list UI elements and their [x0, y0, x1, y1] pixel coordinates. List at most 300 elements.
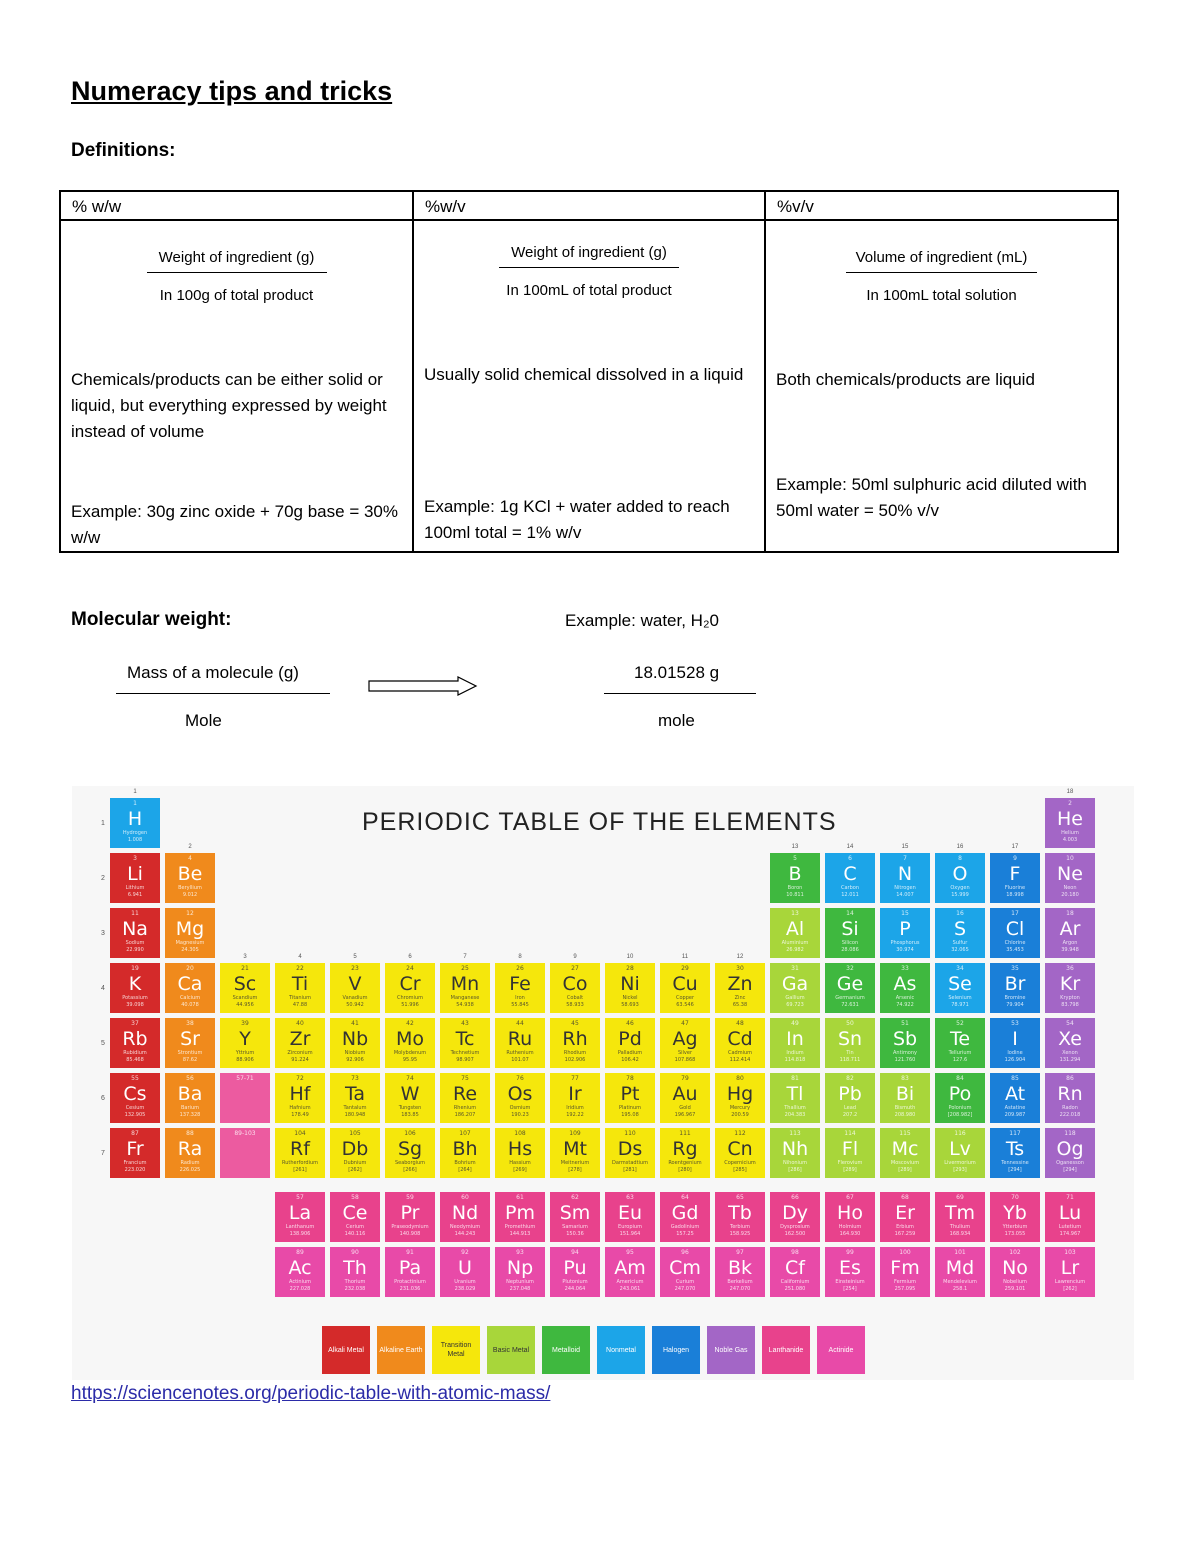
- element-tile-kr: [1045, 963, 1095, 1013]
- element-name: Actinium: [288, 1279, 312, 1285]
- atomic-mass: 168.934: [949, 1231, 971, 1237]
- element-symbol: Os: [507, 1083, 533, 1105]
- element-tile-xe: [1045, 1018, 1095, 1068]
- element-name: Thallium: [784, 1105, 806, 1111]
- legend-basic: Basic Metal: [487, 1326, 535, 1374]
- element-name: Americium: [616, 1279, 644, 1285]
- element-tile-o: [935, 853, 985, 903]
- formula-denominator: In 100mL of total product: [506, 282, 672, 299]
- periodic-table-image: [72, 786, 1134, 1380]
- atomic-number: 61: [516, 1194, 524, 1201]
- formula-denominator: In 100g of total product: [159, 287, 314, 304]
- atomic-number: 35: [1011, 965, 1019, 972]
- atomic-number: 50: [846, 1020, 854, 1027]
- atomic-mass: 237.048: [509, 1286, 531, 1292]
- element-name: Chromium: [397, 995, 423, 1001]
- element-symbol: Cr: [399, 973, 421, 995]
- element-symbol: Sn: [837, 1028, 863, 1050]
- element-tile-gd: [660, 1192, 710, 1242]
- element-symbol: Md: [945, 1257, 975, 1279]
- element-name: Phosphorus: [890, 940, 920, 946]
- atomic-mass: [286]: [788, 1167, 802, 1173]
- element-symbol: Gd: [671, 1202, 699, 1224]
- element-tile-am: [605, 1247, 655, 1297]
- atomic-mass: 140.908: [399, 1231, 421, 1237]
- element-tile-rh: [550, 1018, 600, 1068]
- element-name: Neodymium: [449, 1224, 481, 1230]
- element-name: Tellurium: [948, 1050, 972, 1056]
- atomic-mass: 30.974: [896, 947, 914, 953]
- element-name: Hafnium: [289, 1105, 311, 1111]
- element-tile-n: [880, 853, 930, 903]
- element-name: Neptunium: [506, 1279, 534, 1285]
- element-tile-at: [990, 1073, 1040, 1123]
- element-name: Silver: [677, 1050, 693, 1056]
- element-name: Praseodymium: [391, 1224, 429, 1230]
- legend-actinide: Actinide: [817, 1326, 865, 1374]
- atomic-mass: [261]: [293, 1167, 307, 1173]
- formula-denominator: In 100mL total solution: [866, 287, 1017, 304]
- atomic-mass: 87.62: [182, 1057, 198, 1063]
- element-symbol: Rf: [290, 1138, 310, 1160]
- element-name: Plutonium: [562, 1279, 588, 1285]
- element-name: Moscovium: [890, 1160, 920, 1166]
- element-symbol: Al: [785, 918, 805, 940]
- atomic-number: 44: [516, 1020, 524, 1027]
- atomic-mass: 244.064: [564, 1286, 586, 1292]
- element-name: Samarium: [562, 1224, 588, 1230]
- element-name: Curium: [675, 1279, 695, 1285]
- atomic-number: 79: [681, 1075, 689, 1082]
- element-tile-cn: [715, 1128, 765, 1178]
- element-name: Iron: [515, 995, 525, 1001]
- atomic-mass: 200.59: [731, 1112, 749, 1118]
- element-symbol: Lv: [949, 1138, 971, 1160]
- element-symbol: Pd: [618, 1028, 642, 1050]
- group-number: 1: [133, 789, 137, 795]
- atomic-number: 18: [1066, 910, 1074, 917]
- element-name: Lanthanum: [285, 1224, 315, 1230]
- atomic-mass: 227.028: [289, 1286, 311, 1292]
- element-symbol: Rh: [562, 1028, 588, 1050]
- element-tile-fm: [880, 1247, 930, 1297]
- atomic-mass: 9.012: [182, 892, 198, 898]
- atomic-mass: 150.36: [566, 1231, 584, 1237]
- element-tile-cm: [660, 1247, 710, 1297]
- element-symbol: Pm: [505, 1202, 535, 1224]
- element-name: Osmium: [509, 1105, 531, 1111]
- atomic-mass: 196.967: [674, 1112, 696, 1118]
- atomic-mass: 91.224: [291, 1057, 309, 1063]
- element-symbol: Cd: [727, 1028, 753, 1050]
- molecular-weight-heading: Molecular weight:: [71, 609, 232, 630]
- element-symbol: Er: [895, 1202, 915, 1224]
- element-symbol: Eu: [617, 1202, 643, 1224]
- atomic-mass: 51.996: [401, 1002, 419, 1008]
- element-name: Xenon: [1062, 1050, 1078, 1056]
- atomic-number: 49: [791, 1020, 799, 1027]
- element-tile-se: [935, 963, 985, 1013]
- atomic-number: 70: [1011, 1194, 1019, 1201]
- atomic-mass: 58.693: [621, 1002, 639, 1008]
- group-number: 16: [956, 844, 964, 850]
- element-symbol: Db: [341, 1138, 369, 1160]
- atomic-number: 88: [186, 1130, 194, 1137]
- element-tile-cf: [770, 1247, 820, 1297]
- element-name: Tungsten: [398, 1105, 422, 1111]
- element-name: Gallium: [785, 995, 805, 1001]
- element-name: Palladium: [617, 1050, 643, 1056]
- element-name: Protactinium: [394, 1279, 426, 1285]
- element-tile-pa: [385, 1247, 435, 1297]
- atomic-number: 106: [404, 1130, 416, 1137]
- element-symbol: As: [893, 973, 917, 995]
- element-symbol: La: [288, 1202, 312, 1224]
- atomic-mass: 20.180: [1061, 892, 1079, 898]
- element-symbol: Np: [506, 1257, 534, 1279]
- atomic-number: 116: [954, 1130, 966, 1137]
- element-name: Cobalt: [566, 995, 584, 1001]
- atomic-mass: 15.999: [951, 892, 969, 898]
- element-symbol: K: [128, 973, 142, 995]
- atomic-number: 34: [956, 965, 964, 972]
- element-name: Calcium: [179, 995, 201, 1001]
- element-symbol: Mg: [175, 918, 205, 940]
- element-tile-u: [440, 1247, 490, 1297]
- atomic-number: 65: [736, 1194, 744, 1201]
- element-tile-rn: [1045, 1073, 1095, 1123]
- element-tile-bh: [440, 1128, 490, 1178]
- definition-example: Example: 50ml sulphuric acid diluted with 50ml water = 50% v/v: [776, 475, 1087, 520]
- atomic-mass: 223.020: [124, 1167, 146, 1173]
- legend-metalloid: Metalloid: [542, 1326, 590, 1374]
- element-name: Sulfur: [952, 940, 968, 946]
- element-tile-rf: [275, 1128, 325, 1178]
- atomic-number: 12: [186, 910, 194, 917]
- element-name: Roentgenium: [668, 1160, 702, 1166]
- atomic-mass: [262]: [348, 1167, 362, 1173]
- element-name: Lithium: [125, 885, 145, 891]
- atomic-number: 21: [241, 965, 249, 972]
- atomic-mass: 144.243: [454, 1231, 476, 1237]
- element-tile-sg: [385, 1128, 435, 1178]
- element-tile-th: [330, 1247, 380, 1297]
- element-symbol: N: [897, 863, 913, 885]
- element-tile-br: [990, 963, 1040, 1013]
- element-tile-k: [110, 963, 160, 1013]
- element-name: Uranium: [454, 1279, 476, 1285]
- formula-numerator: Weight of ingredient (g): [147, 249, 327, 273]
- element-symbol: Au: [672, 1083, 698, 1105]
- atomic-mass: 121.760: [894, 1057, 916, 1063]
- element-tile-al: [770, 908, 820, 958]
- atomic-mass: 65.38: [732, 1002, 748, 1008]
- atomic-number: 102: [1009, 1249, 1021, 1256]
- element-symbol: Ga: [781, 973, 809, 995]
- element-name: Thorium: [344, 1279, 366, 1285]
- atomic-number: 115: [899, 1130, 911, 1137]
- element-name: Krypton: [1060, 995, 1080, 1001]
- atomic-mass: 243.061: [619, 1286, 641, 1292]
- element-symbol: Lr: [1060, 1257, 1080, 1279]
- element-name: Einsteinium: [835, 1279, 865, 1285]
- element-tile-c: [825, 853, 875, 903]
- element-tile-ge: [825, 963, 875, 1013]
- element-symbol: Es: [839, 1257, 861, 1279]
- element-name: Meitnerium: [560, 1160, 590, 1166]
- atomic-number: 10: [1066, 855, 1074, 862]
- element-tile-hf: [275, 1073, 325, 1123]
- atomic-number: 83: [901, 1075, 909, 1082]
- atomic-mass: 28.086: [841, 947, 859, 953]
- atomic-number: 67: [846, 1194, 854, 1201]
- atomic-number: 27: [571, 965, 579, 972]
- atomic-mass: 101.07: [511, 1057, 529, 1063]
- element-tile-b: [770, 853, 820, 903]
- atomic-mass: 102.906: [564, 1057, 586, 1063]
- element-symbol: Po: [948, 1083, 972, 1105]
- atomic-mass: 39.098: [126, 1002, 144, 1008]
- element-symbol: Bk: [727, 1257, 753, 1279]
- element-symbol: Zr: [289, 1028, 311, 1050]
- atomic-number: 105: [349, 1130, 361, 1137]
- element-symbol: Fr: [126, 1138, 144, 1160]
- atomic-mass: 157.25: [676, 1231, 694, 1237]
- atomic-number: 24: [406, 965, 414, 972]
- element-symbol: Cu: [672, 973, 698, 995]
- element-symbol: Fl: [841, 1138, 859, 1160]
- atomic-number: 58: [351, 1194, 359, 1201]
- atomic-mass: 54.938: [456, 1002, 474, 1008]
- element-tile-no: [990, 1247, 1040, 1297]
- element-symbol: Ru: [507, 1028, 533, 1050]
- element-name: Cadmium: [727, 1050, 753, 1056]
- element-tile-v: [330, 963, 380, 1013]
- element-tile-na: [110, 908, 160, 958]
- atomic-number: 91: [406, 1249, 414, 1256]
- element-name: Erbium: [896, 1224, 914, 1230]
- element-tile-fe: [495, 963, 545, 1013]
- element-name: Platinum: [618, 1105, 642, 1111]
- element-symbol: V: [348, 973, 362, 995]
- group-number: 15: [901, 844, 909, 850]
- element-tile-mt: [550, 1128, 600, 1178]
- element-tile-er: [880, 1192, 930, 1242]
- element-name: Silicon: [841, 940, 859, 946]
- element-name: Copernicium: [724, 1160, 756, 1166]
- element-name: Bismuth: [894, 1105, 916, 1111]
- atomic-number: 66: [791, 1194, 799, 1201]
- element-tile-zn: [715, 963, 765, 1013]
- element-tile-ir: [550, 1073, 600, 1123]
- group-number: 13: [791, 844, 799, 850]
- atomic-mass: 92.906: [346, 1057, 364, 1063]
- element-symbol: Tc: [455, 1028, 475, 1050]
- element-name: Gold: [679, 1105, 691, 1111]
- element-symbol: Br: [1004, 973, 1026, 995]
- group-number: 8: [518, 954, 522, 960]
- element-tile-si: [825, 908, 875, 958]
- element-tile-db: [330, 1128, 380, 1178]
- atomic-number: 103: [1064, 1249, 1076, 1256]
- atomic-number: 16: [956, 910, 964, 917]
- atomic-number: 14: [846, 910, 854, 917]
- atomic-mass: 12.011: [841, 892, 859, 898]
- element-tile-np: [495, 1247, 545, 1297]
- atomic-mass: 44.956: [236, 1002, 254, 1008]
- element-symbol: Xe: [1058, 1028, 1082, 1050]
- element-symbol: Co: [562, 973, 588, 995]
- element-symbol: Mt: [563, 1138, 587, 1160]
- element-tile-au: [660, 1073, 710, 1123]
- element-symbol: Kr: [1059, 973, 1081, 995]
- atomic-mass: 74.922: [896, 1002, 914, 1008]
- atomic-mass: 209.987: [1004, 1112, 1026, 1118]
- atomic-number: 30: [736, 965, 744, 972]
- element-name: Nihonium: [783, 1160, 807, 1166]
- element-name: Lawrencium: [1054, 1279, 1086, 1285]
- element-name: Beryllium: [178, 885, 202, 891]
- element-tile-pm: [495, 1192, 545, 1242]
- atomic-mass: 131.294: [1059, 1057, 1081, 1063]
- element-name: Fluorine: [1004, 885, 1026, 891]
- element-name: Potassium: [122, 995, 148, 1001]
- element-tile-fr: [110, 1128, 160, 1178]
- element-symbol: Mn: [450, 973, 480, 995]
- atomic-mass: 39.948: [1061, 947, 1079, 953]
- group-number: 5: [353, 954, 357, 960]
- element-tile-as: [880, 963, 930, 1013]
- atomic-mass: 118.711: [839, 1057, 861, 1063]
- example-numerator: 18.01528 g: [634, 663, 720, 682]
- atomic-mass: [289]: [898, 1167, 912, 1173]
- element-name: Hassium: [509, 1160, 531, 1166]
- element-tile-os: [495, 1073, 545, 1123]
- element-name: Rhenium: [453, 1105, 477, 1111]
- atomic-mass: [264]: [458, 1167, 472, 1173]
- element-tile-nb: [330, 1018, 380, 1068]
- atomic-number: 104: [294, 1130, 306, 1137]
- element-name: Arsenic: [895, 995, 915, 1001]
- atomic-number: 69: [956, 1194, 964, 1201]
- atomic-mass: 158.925: [729, 1231, 751, 1237]
- element-symbol: Ag: [672, 1028, 698, 1050]
- element-tile-bk: [715, 1247, 765, 1297]
- element-symbol: Pb: [838, 1083, 862, 1105]
- element-name: Dysprosium: [780, 1224, 810, 1230]
- legend-lanthanide: Lanthanide: [762, 1326, 810, 1374]
- element-name: Flerovium: [837, 1160, 863, 1166]
- source-link[interactable]: https://sciencenotes.org/periodic-table-with-atomic-mass/: [71, 1383, 551, 1404]
- definition-cell-w-w: [60, 220, 413, 552]
- element-tile-ds: [605, 1128, 655, 1178]
- period-number: 2: [101, 875, 105, 882]
- formula-w-w: [61, 249, 412, 304]
- atomic-mass: 106.42: [621, 1057, 639, 1063]
- definition-description: Both chemicals/products are liquid: [776, 370, 1035, 389]
- element-tile-ar: [1045, 908, 1095, 958]
- atomic-number: 41: [351, 1020, 359, 1027]
- element-tile-hg: [715, 1073, 765, 1123]
- element-name: Promethium: [504, 1224, 536, 1230]
- element-symbol: Sr: [180, 1028, 200, 1050]
- group-number: 4: [298, 954, 302, 960]
- atomic-mass: 18.998: [1006, 892, 1024, 898]
- element-tile-ga: [770, 963, 820, 1013]
- atomic-mass: 98.907: [456, 1057, 474, 1063]
- element-name: Copper: [675, 995, 695, 1001]
- element-tile-i: [990, 1018, 1040, 1068]
- element-symbol: Og: [1056, 1138, 1084, 1160]
- atomic-number: 28: [626, 965, 634, 972]
- element-symbol: No: [1002, 1257, 1028, 1279]
- element-symbol: Cs: [123, 1083, 147, 1105]
- atomic-number: 57: [296, 1194, 304, 1201]
- element-symbol: Cm: [669, 1257, 701, 1279]
- element-symbol: Pu: [563, 1257, 587, 1279]
- atomic-mass: 114.818: [784, 1057, 806, 1063]
- element-symbol: U: [458, 1257, 472, 1279]
- element-symbol: I: [1012, 1028, 1018, 1050]
- atomic-number: 3: [133, 855, 137, 862]
- element-name: Rhodium: [563, 1050, 587, 1056]
- element-symbol: Hs: [507, 1138, 533, 1160]
- atomic-mass: 251.080: [784, 1286, 806, 1292]
- element-name: Livermorium: [944, 1160, 976, 1166]
- element-name: Cesium: [125, 1105, 145, 1111]
- element-tile-cr: [385, 963, 435, 1013]
- element-tile-ag: [660, 1018, 710, 1068]
- element-symbol: Sm: [559, 1202, 591, 1224]
- atomic-mass: 47.88: [292, 1002, 308, 1008]
- element-tile-ni: [605, 963, 655, 1013]
- element-name: Sodium: [125, 940, 145, 946]
- atomic-mass: 144.913: [509, 1231, 531, 1237]
- element-tile-ac: [275, 1247, 325, 1297]
- element-name: Strontium: [177, 1050, 203, 1056]
- atomic-mass: 186.207: [454, 1112, 476, 1118]
- group-number: 12: [736, 954, 744, 960]
- atomic-mass: 247.070: [674, 1286, 696, 1292]
- element-name: Molybdenum: [393, 1050, 427, 1056]
- atomic-mass: 26.982: [786, 947, 804, 953]
- element-symbol: Tm: [944, 1202, 976, 1224]
- element-tile-lv: [935, 1128, 985, 1178]
- element-name: Scandium: [232, 995, 258, 1001]
- atomic-number: 113: [789, 1130, 801, 1137]
- atomic-number: 55: [131, 1075, 139, 1082]
- element-tile-mo: [385, 1018, 435, 1068]
- element-tile-re: [440, 1073, 490, 1123]
- definitions-table: [59, 190, 1119, 553]
- element-tile-ce: [330, 1192, 380, 1242]
- element-tile-s: [935, 908, 985, 958]
- atomic-number: 64: [681, 1194, 689, 1201]
- element-tile-ts: [990, 1128, 1040, 1178]
- element-symbol: He: [1057, 808, 1083, 830]
- element-symbol: Ta: [344, 1083, 366, 1105]
- atomic-mass: [254]: [843, 1286, 857, 1292]
- definitions-body-row: [60, 220, 1118, 552]
- atomic-mass: [289]: [843, 1167, 857, 1173]
- element-symbol: Bh: [452, 1138, 478, 1160]
- element-tile-mg: [165, 908, 215, 958]
- element-tile-dy: [770, 1192, 820, 1242]
- element-symbol: Li: [127, 863, 143, 885]
- atomic-number: 114: [844, 1130, 856, 1137]
- atomic-number: 9: [1013, 855, 1017, 862]
- element-tile-po: [935, 1073, 985, 1123]
